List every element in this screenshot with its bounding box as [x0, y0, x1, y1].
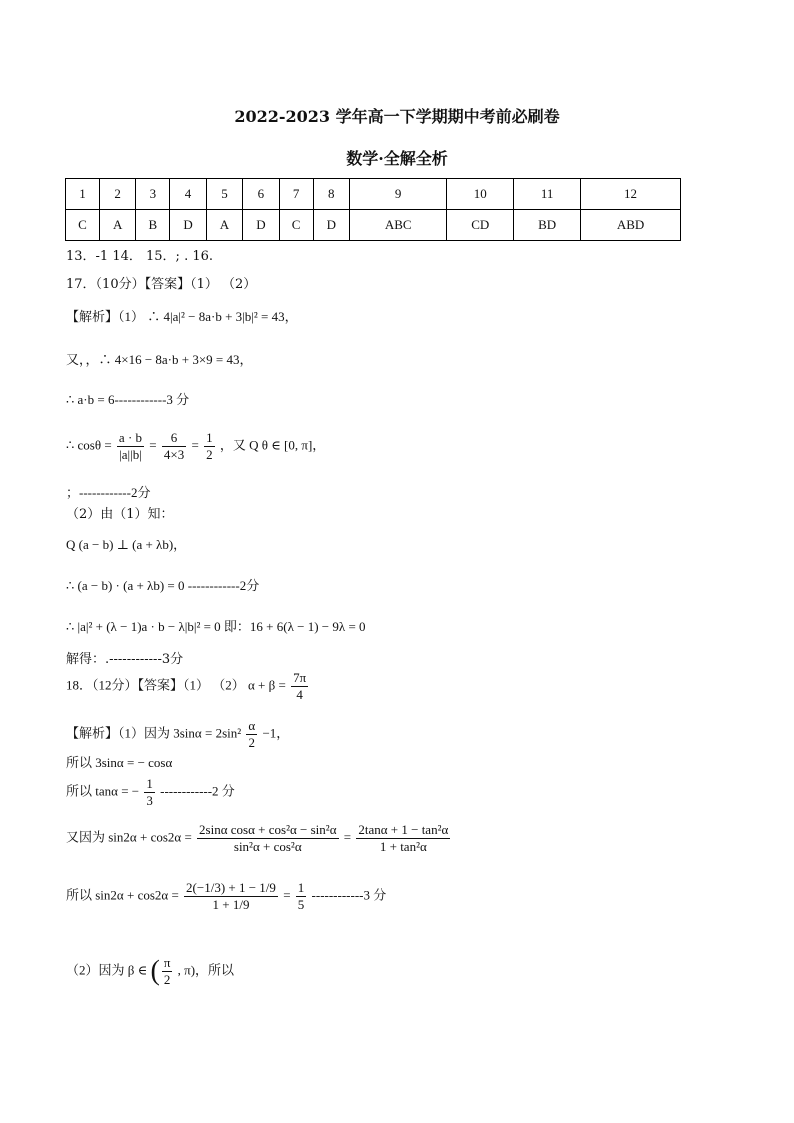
- equation: ∴ 4|a|² − 8a·b + 3|b|² = 43，: [147, 309, 298, 324]
- fraction-numerator: 1: [297, 880, 305, 895]
- question-number-cell: 4: [170, 179, 206, 210]
- q18-heading-text: 18．（12分）【答案】（1） （2） α + β =: [66, 677, 286, 693]
- q17-answer-heading: 17．（10分）【答案】（1） （2）: [66, 277, 257, 292]
- answer-cell: C: [66, 210, 100, 241]
- fraction-numerator: 6: [162, 430, 186, 447]
- question-number-cell: 9: [350, 179, 447, 210]
- question-number-cell: 12: [581, 179, 681, 210]
- fraction-numerator: a · b: [118, 430, 143, 445]
- fraction-numerator: 1: [206, 430, 213, 445]
- fraction-one-third: [144, 776, 155, 809]
- q17-solution-line-5: ；------------2分: [66, 485, 151, 500]
- fraction-pi-over-two: [162, 955, 173, 988]
- score-mark: ------------2 分: [160, 783, 235, 799]
- answer-row: [66, 210, 681, 241]
- q18-solution-text: 【解析】（1）因为 3sinα = 2sin²: [66, 725, 242, 741]
- question-number-cell: 2: [99, 179, 135, 210]
- answer-cell: C: [279, 210, 313, 241]
- q17-solution-line-1: [66, 308, 298, 326]
- question-number-cell: 1: [66, 179, 100, 210]
- question-number-row: [66, 179, 681, 210]
- answer-cell: B: [136, 210, 170, 241]
- page-title: 2022-2023 学年高一下学期期中考前必刷卷: [234, 107, 560, 126]
- fraction-numeric-evaluation: [184, 880, 278, 913]
- fraction-denominator: 3: [146, 793, 153, 808]
- q17-part2-intro: （2）由（1）知：: [66, 507, 174, 522]
- question-number-cell: 8: [313, 179, 349, 210]
- q17-solution-line-3: ∴ a·b = 6------------3 分: [66, 392, 190, 407]
- fraction-tan-expression: [356, 822, 450, 855]
- q18-solution-line-4: [66, 822, 452, 855]
- answer-cell: ABD: [581, 210, 681, 241]
- q17-solution-line-2: 又，，∴ 4×16 − 8a·b + 3×9 = 43，: [66, 352, 253, 367]
- answer-cell: D: [313, 210, 349, 241]
- question-number-cell: 11: [514, 179, 581, 210]
- q17-part2-result: 解得：.------------3分: [66, 652, 184, 667]
- q18-answer-heading: [66, 670, 310, 703]
- answer-cell: A: [99, 210, 135, 241]
- q18-solution-tail: −1，: [262, 725, 290, 741]
- fraction-numerator: 1: [146, 776, 153, 791]
- open-paren: (: [150, 955, 160, 987]
- equals-sign: =: [191, 437, 199, 453]
- fraction-sincos-expression: [197, 822, 338, 855]
- question-number-cell: 5: [206, 179, 242, 210]
- q17-part2-line-2: ∴ (a − b) · (a + λb) = 0 ------------2分: [66, 578, 260, 593]
- fraction-denominator: 2: [248, 735, 256, 750]
- q18-part2-label: （2）因为 β ∈: [66, 962, 148, 978]
- answer-cell: CD: [447, 210, 514, 241]
- equals-sign: =: [149, 437, 157, 453]
- fraction-seven-pi-over-four: [291, 670, 308, 703]
- fraction-numerator: 7π: [293, 670, 307, 685]
- fraction-numerator: 2sinα cosα + cos²α − sin²α: [199, 822, 337, 837]
- fill-blank-answers: 13．-1 14． 15．; . 16.: [66, 249, 214, 264]
- fraction-denominator: 1 + tan²α: [379, 839, 427, 854]
- fraction-denominator: 4×3: [163, 447, 185, 462]
- answer-cell: A: [206, 210, 242, 241]
- q18-part2-line-1: [66, 955, 234, 988]
- fraction-numerator: 2(−1/3) + 1 − 1/9: [186, 880, 276, 895]
- fraction-numerator: 2tanα + 1 − tan²α: [358, 822, 449, 837]
- fraction-alpha-over-two: [246, 718, 257, 751]
- fraction-numerator: π: [163, 955, 171, 970]
- answer-table: [65, 178, 681, 241]
- q17-part2-line-3: ∴ |a|² + (λ − 1)a · b − λ|b|² = 0 即：16 + 6(λ − 1) − 9λ = 0: [66, 619, 366, 634]
- fraction-six-over-twelve: [162, 430, 186, 463]
- fraction-denominator: sin²α + cos²α: [233, 839, 302, 854]
- cos-label: ∴ cosθ =: [66, 437, 112, 453]
- equals-sign: =: [343, 829, 352, 845]
- question-number-cell: 10: [447, 179, 514, 210]
- q18-solution-line-3: [66, 776, 235, 809]
- interval-tail: , π)，所以: [177, 962, 235, 978]
- question-number-cell: 7: [279, 179, 313, 210]
- q18-solution-line-1: [66, 718, 289, 751]
- fraction-denominator: 2: [206, 447, 213, 462]
- fraction-denominator: 2: [163, 972, 171, 987]
- q18-line5-label: 所以 sin2α + cos2α =: [66, 887, 179, 903]
- page-subtitle: 数学·全解全析: [346, 149, 448, 168]
- fraction-denominator: 4: [296, 687, 303, 702]
- fraction-numerator: α: [248, 718, 256, 733]
- fraction-denominator: 1 + 1/9: [212, 897, 250, 912]
- theta-range: ，又 Q θ ∈ [0, π]，: [219, 437, 326, 453]
- fraction-denominator: |a||b|: [119, 447, 142, 462]
- fraction-dot-over-norms: [117, 430, 144, 463]
- solution-label: 【解析】（1）: [66, 309, 145, 324]
- equals-sign: =: [283, 887, 291, 903]
- answer-cell: D: [170, 210, 206, 241]
- q17-solution-line-4: [66, 430, 325, 463]
- fraction-denominator: 5: [297, 897, 305, 912]
- q18-solution-line-2: 所以 3sinα = − cosα: [66, 755, 173, 770]
- answer-cell: ABC: [350, 210, 447, 241]
- tan-label: 所以 tanα = −: [66, 783, 140, 799]
- score-mark: ------------3 分: [311, 887, 387, 903]
- fraction-one-half: [204, 430, 215, 463]
- q18-line4-label: 又因为 sin2α + cos2α =: [66, 829, 192, 845]
- answer-cell: BD: [514, 210, 581, 241]
- question-number-cell: 3: [136, 179, 170, 210]
- q17-part2-line-1: Q (a − b) ⊥ (a + λb)，: [66, 537, 187, 552]
- question-number-cell: 6: [243, 179, 279, 210]
- q18-solution-line-5: [66, 880, 386, 913]
- fraction-one-fifth: [296, 880, 307, 913]
- answer-cell: D: [243, 210, 279, 241]
